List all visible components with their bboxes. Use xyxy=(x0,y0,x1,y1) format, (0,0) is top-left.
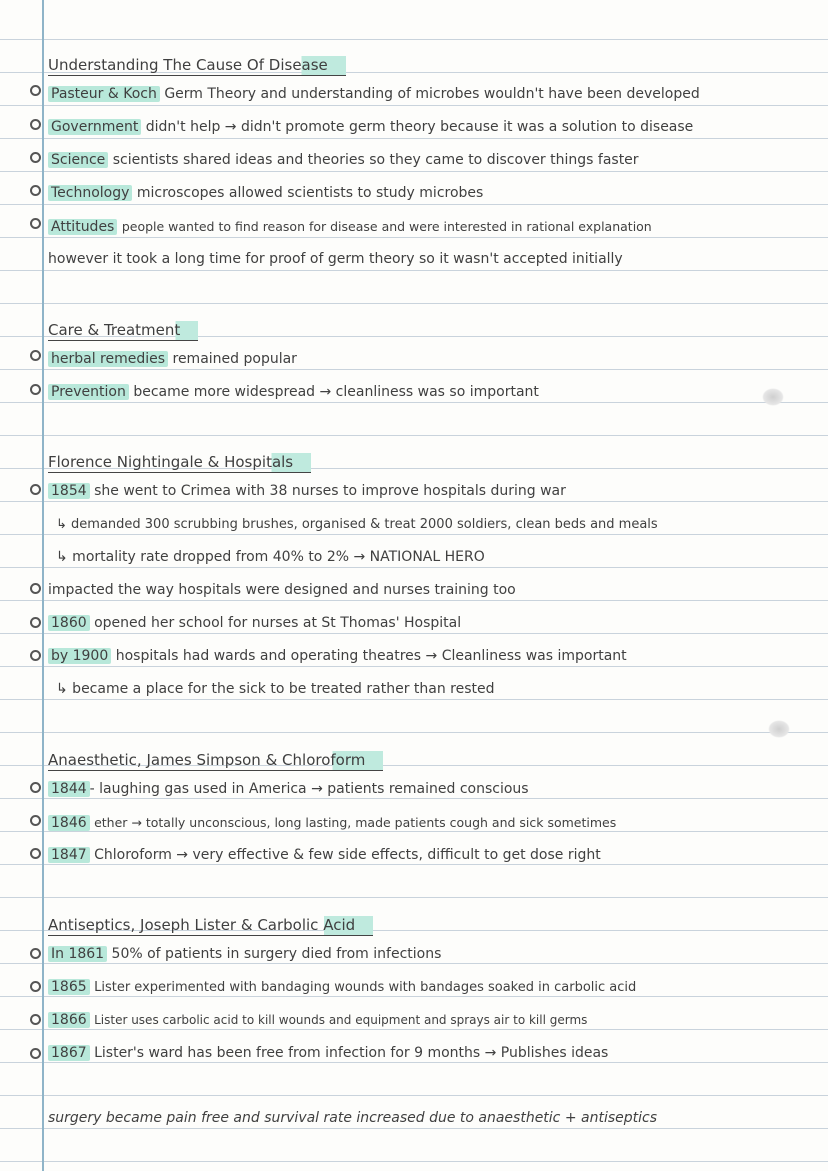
row-key: Pasteur & Koch xyxy=(48,86,160,102)
row-key: 1865 xyxy=(48,979,90,995)
list-item xyxy=(48,111,820,144)
list-item xyxy=(48,475,820,508)
section-heading: Understanding The Cause Of Disease xyxy=(48,56,346,76)
row-key: 1854 xyxy=(48,483,90,499)
binder-hole xyxy=(30,848,41,859)
margin-line xyxy=(42,0,44,1171)
row-key: 1866 xyxy=(48,1012,90,1028)
list-item xyxy=(48,343,820,376)
binder-hole xyxy=(30,617,41,628)
row-key: Prevention xyxy=(48,384,129,400)
list-item xyxy=(48,773,820,806)
section-antiseptics xyxy=(48,915,820,1070)
row-text: remained popular xyxy=(172,351,297,367)
row-text: microscopes allowed scientists to study microbes xyxy=(136,185,484,201)
binder-hole xyxy=(30,384,41,395)
row-text: ↳ demanded 300 scrubbing brushes, organised & treat 2000 soldiers, clean beds and meals xyxy=(56,517,658,532)
row-key: by 1900 xyxy=(48,648,111,664)
section-anaesthetic xyxy=(48,750,820,872)
row-key: 1846 xyxy=(48,815,90,831)
row-key: 1847 xyxy=(48,847,90,863)
row-text: ↳ became a place for the sick to be treated rather than rested xyxy=(56,681,495,697)
binder-hole xyxy=(30,583,41,594)
row-text: Lister's ward has been free from infection for 9 months → Publishes ideas xyxy=(94,1045,609,1061)
list-item xyxy=(48,1037,820,1070)
row-key: Government xyxy=(48,119,141,135)
binder-hole xyxy=(30,350,41,361)
row-text: Germ Theory and understanding of microbes wouldn't have been developed xyxy=(164,86,700,102)
list-item xyxy=(48,210,820,243)
list-item xyxy=(48,508,820,541)
list-item xyxy=(48,971,820,1004)
section-heading: Antiseptics, Joseph Lister & Carbolic Acid xyxy=(48,916,373,936)
list-item xyxy=(48,376,820,409)
smudge xyxy=(768,720,790,738)
row-key: Science xyxy=(48,152,108,168)
row-key: herbal remedies xyxy=(48,351,168,367)
binder-hole xyxy=(30,218,41,229)
list-item xyxy=(48,574,820,607)
row-text: hospitals had wards and operating theatres → Cleanliness was important xyxy=(115,648,627,664)
binder-hole xyxy=(30,152,41,163)
binder-hole xyxy=(30,1014,41,1025)
row-text: she went to Crimea with 38 nurses to improve hospitals during war xyxy=(94,483,566,499)
section-understanding-disease xyxy=(48,55,820,276)
row-text: - laughing gas used in America → patients remained conscious xyxy=(89,781,529,797)
row-key: 1867 xyxy=(48,1045,90,1061)
section-heading: Anaesthetic, James Simpson & Chloroform xyxy=(48,751,383,771)
row-key: In 1861 xyxy=(48,946,107,962)
row-key: Technology xyxy=(48,185,132,201)
binder-hole xyxy=(30,484,41,495)
binder-hole xyxy=(30,85,41,96)
list-item xyxy=(48,541,820,574)
section-florence-nightingale xyxy=(48,452,820,706)
row-text: Lister experimented with bandaging wounds with bandages soaked in carbolic acid xyxy=(94,980,637,995)
row-text: ether → totally unconscious, long lasting, made patients cough and sick sometimes xyxy=(94,815,617,830)
binder-hole xyxy=(30,1048,41,1059)
list-item xyxy=(48,177,820,210)
row-text: became more widespread → cleanliness was so important xyxy=(133,384,539,400)
binder-hole xyxy=(30,782,41,793)
binder-hole xyxy=(30,948,41,959)
section-heading: Care & Treatment xyxy=(48,321,198,341)
list-item xyxy=(48,806,820,839)
list-item xyxy=(48,673,820,706)
section-heading: Florence Nightingale & Hospitals xyxy=(48,453,311,473)
row-text: people wanted to find reason for disease and were interested in rational explanation xyxy=(121,219,652,234)
row-text: didn't help → didn't promote germ theory because it was a solution to disease xyxy=(145,119,694,135)
binder-hole xyxy=(30,650,41,661)
row-key: 1844 xyxy=(48,781,90,797)
list-item xyxy=(48,144,820,177)
row-text: impacted the way hospitals were designed and nurses training too xyxy=(48,582,516,598)
list-item xyxy=(48,839,820,872)
binder-hole xyxy=(30,815,41,826)
list-item xyxy=(48,1004,820,1037)
row-text: 50% of patients in surgery died from infections xyxy=(111,946,442,962)
row-key: 1860 xyxy=(48,615,90,631)
row-text: Chloroform → very effective & few side effects, difficult to get dose right xyxy=(94,847,601,863)
row-text: Lister uses carbolic acid to kill wounds and equipment and sprays air to kill germs xyxy=(94,1013,588,1027)
list-item xyxy=(48,78,820,111)
summary-line: surgery became pain free and survival rate increased due to anaesthetic + antiseptics xyxy=(48,1110,658,1126)
list-item xyxy=(48,938,820,971)
list-item-continuation xyxy=(48,243,820,276)
section-care-treatment xyxy=(48,320,820,409)
binder-hole xyxy=(30,185,41,196)
row-key: Attitudes xyxy=(48,219,117,235)
row-text: opened her school for nurses at St Thomas' Hospital xyxy=(94,615,462,631)
row-text: ↳ mortality rate dropped from 40% to 2% → NATIONAL HERO xyxy=(56,549,485,565)
binder-hole xyxy=(30,119,41,130)
row-text: scientists shared ideas and theories so they came to discover things faster xyxy=(112,152,639,168)
binder-hole xyxy=(30,981,41,992)
list-item xyxy=(48,640,820,673)
list-item xyxy=(48,607,820,640)
row-text: however it took a long time for proof of germ theory so it wasn't accepted initially xyxy=(48,251,623,267)
